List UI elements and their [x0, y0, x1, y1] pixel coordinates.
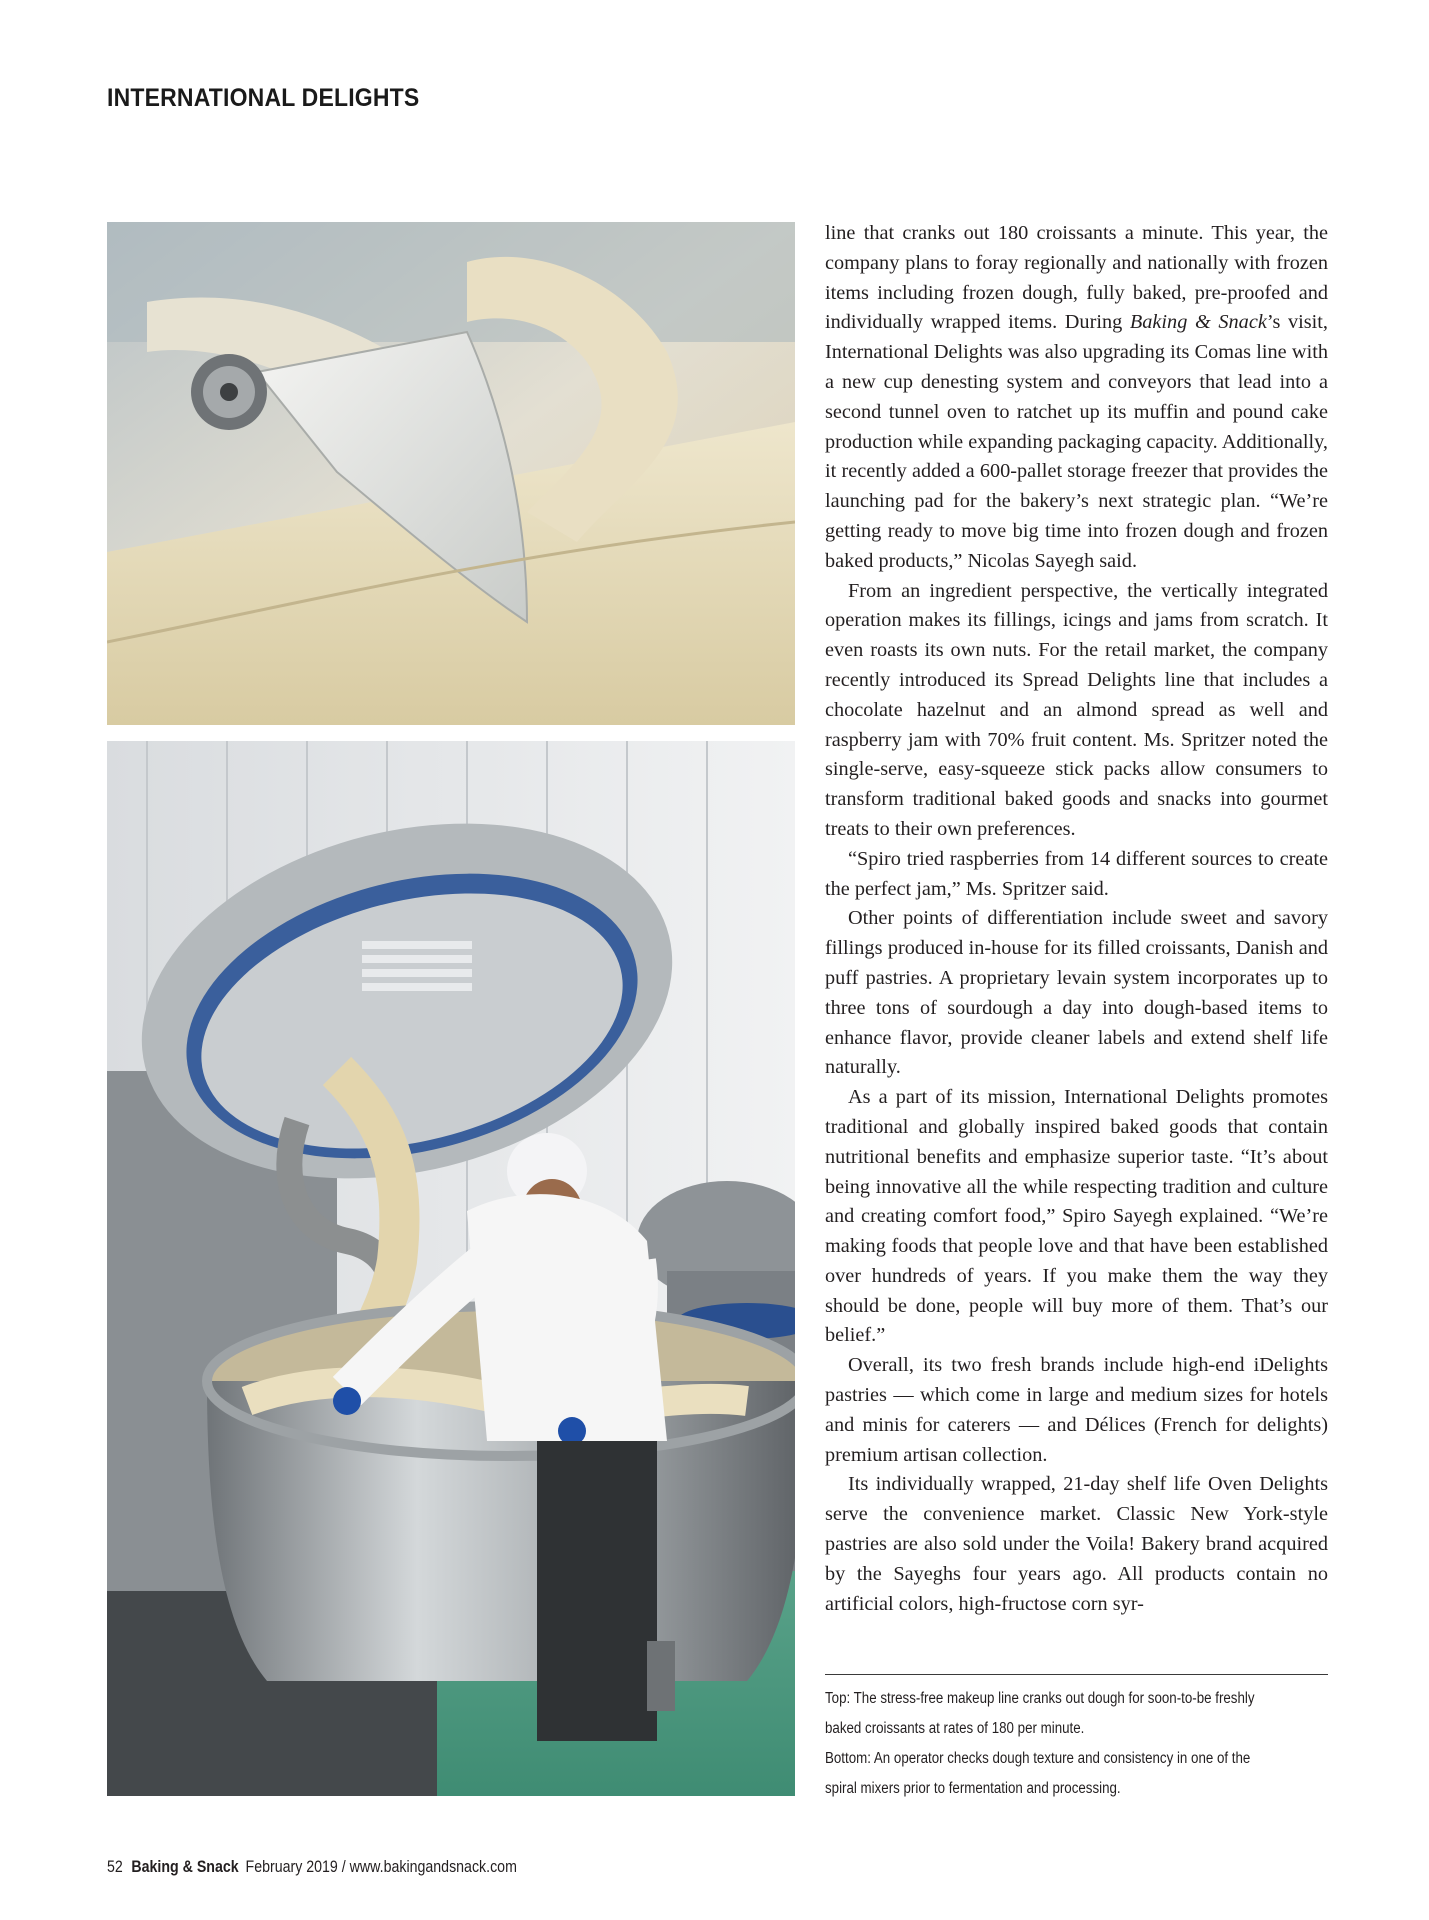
paragraph: Overall, its two fresh brands include high-end iDelights pastries — which come in large and medium sizes for hotels and minis for caterers — and Délices (French for delights) premium artisan collection.: [825, 1354, 1328, 1466]
paragraph: “Spiro tried raspberries from 14 different sources to create the perfect jam,” Ms. Spritzer said.: [825, 847, 1328, 900]
caption-divider: [825, 1674, 1328, 1675]
paragraph-text: ’s visit, International Delights was also upgrading its Comas line with a new cup denesting system and conveyors that lead into a second tunnel oven to ratchet up its muffin and pound cake production while expanding packaging capacity. Additionally, it recently added a 600-pallet storage freezer that provides the launching pad for the bakery’s next strategic plan. “We’re getting ready to move big time into frozen dough and frozen baked products,” Nicolas Sayegh said.: [825, 311, 1329, 572]
footer-separator: /: [341, 1858, 346, 1876]
photo-makeup-line: [107, 222, 795, 725]
paragraph: Other points of differentiation include sweet and savory fillings produced in-house for its filled croissants, Danish and puff pastries. A proprietary levain system incorporates up to three tons of sourdough a day into dough-based items to enhance flavor, provide cleaner labels and extend shelf life naturally.: [825, 907, 1328, 1079]
paragraph-text: line that cranks out 180 croissants a minute. This year, the company plans to foray regionally and nationally with frozen items including frozen dough, fully baked, pre-proofed and individually wrapped items. During: [825, 222, 1328, 334]
page-number: 52: [107, 1858, 123, 1876]
caption-bottom: Bottom: An operator checks dough texture and consistency in one of the spiral mixers prior to fermentation and processing.: [825, 1750, 1251, 1797]
photo-captions: [825, 1684, 1272, 1804]
caption-top: Top: The stress-free makeup line cranks out dough for soon-to-be freshly baked croissants at rates of 180 per minute.: [825, 1690, 1255, 1737]
publication-name: Baking & Snack: [131, 1858, 239, 1876]
publication-name-italic: Baking & Snack: [1129, 311, 1267, 334]
paragraph: As a part of its mission, International Delights promotes traditional and globally inspired baked goods that contain nutritional benefits and emphasize superior taste. “It’s about being innovative all the while respecting tradition and culture and creating comfort food,” Spiro Sayegh explained. “We’re making foods that people love and that have been established over hundreds of years. If you make them the way they should be done, people will buy more of them. That’s our belief.”: [825, 1086, 1328, 1347]
paragraph: Its individually wrapped, 21-day shelf life Oven Delights serve the convenience market. Classic New York-style pastries are also sold under the Voila! Bakery brand acquired by the Sayeghs four years ago. All products contain no artificial colors, high-fructose corn syr-: [825, 1473, 1328, 1615]
paragraph: [825, 219, 1328, 577]
issue-date: February 2019: [245, 1858, 338, 1876]
paragraph: From an ingredient perspective, the vertically integrated operation makes its fillings, icings and jams from scratch. It even roasts its own nuts. For the retail market, the company recently introduced its Spread Delights line that includes a chocolate hazelnut and an almond spread as well and raspberry jam with 70% fruit content. Ms. Spritzer noted the single-serve, easy-squeeze stick packs allow consumers to transform traditional baked goods and snacks into gourmet treats to their own preferences.: [825, 579, 1328, 840]
page-footer: [107, 1858, 517, 1877]
article-body: [825, 219, 1328, 1619]
website-link[interactable]: www.bakingandsnack.com: [349, 1858, 517, 1876]
section-header: INTERNATIONAL DELIGHTS: [107, 84, 420, 112]
photo-spiral-mixer: [107, 741, 795, 1796]
